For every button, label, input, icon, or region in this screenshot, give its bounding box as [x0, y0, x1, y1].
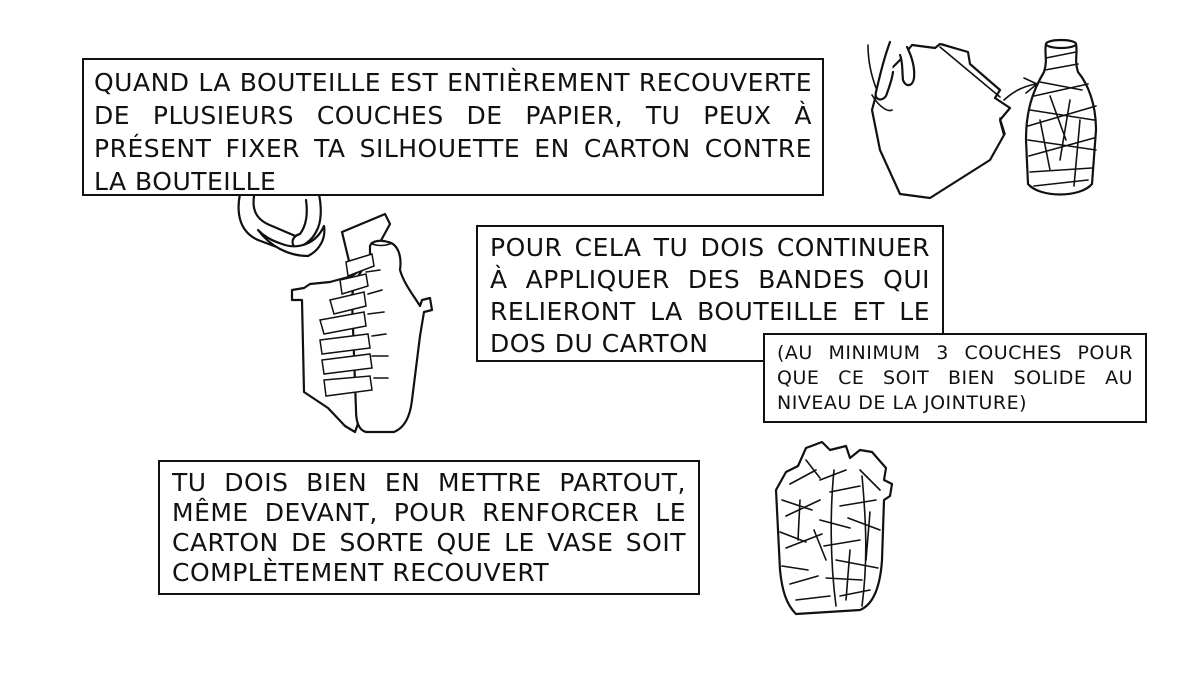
- fully-covered-vase-illustration: [776, 442, 892, 614]
- wrapped-bottle-illustration: [1026, 40, 1096, 195]
- caption-layers-note: [763, 333, 1147, 423]
- caption-attach-silhouette: [82, 58, 824, 196]
- caption-text: (AU MINIMUM 3 COUCHES POUR QUE CE SOIT BIEN SOLIDE AU NIVEAU DE LA JOINTURE): [777, 342, 1133, 414]
- caption-text: TU DOIS BIEN EN METTRE PARTOUT, MÊME DEVANT, POUR RENFORCER LE CARTON DE SORTE QUE LE VASE SOIT COMPLÈTEMENT RECOUVERT: [172, 468, 686, 587]
- hand-holding-cardboard-illustration: [868, 42, 1010, 198]
- caption-cover-everywhere: [158, 460, 700, 595]
- hand-pressing-strip-illustration: [239, 190, 325, 256]
- caption-text: POUR CELA TU DOIS CONTINUER À APPLIQUER DES BANDES QUI RELIERONT LA BOUTEILLE ET LE DOS DU CARTON: [490, 233, 930, 358]
- caption-text: QUAND LA BOUTEILLE EST ENTIÈREMENT RECOUVERTE DE PLUSIEURS COUCHES DE PAPIER, TU PEUX À PRÉSENT FIXER TA SILHOUETTE EN CARTON CONTRE LA BOUTEILLE: [94, 68, 812, 196]
